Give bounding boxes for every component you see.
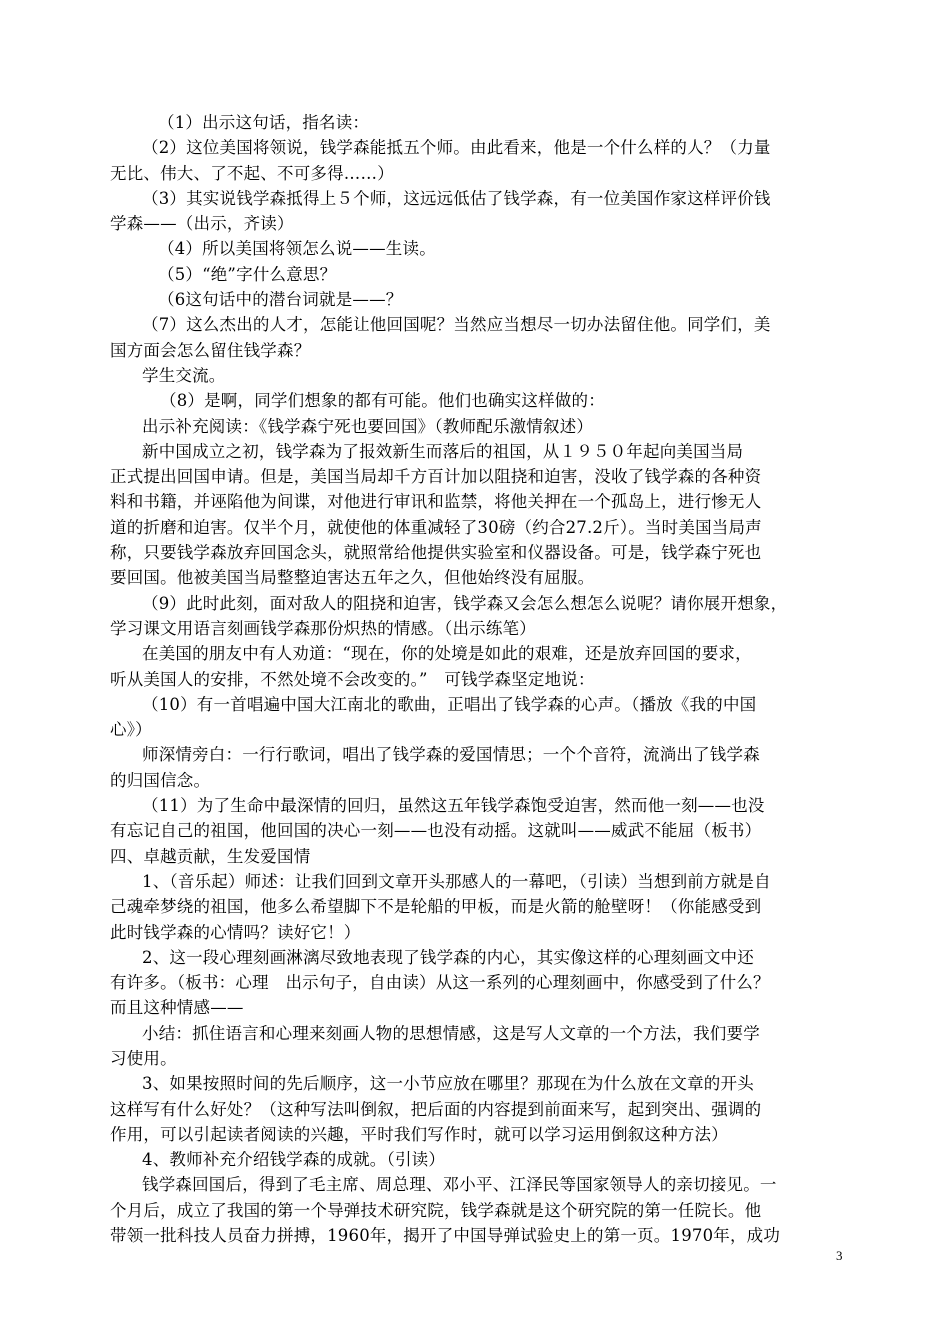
text-line: 这样写有什么好处？（这种写法叫倒叙，把后面的内容提到前面来写，起到突出、强调的 (110, 1099, 762, 1119)
text-line: （2）这位美国将领说，钱学森能抵五个师。由此看来，他是一个什么样的人？（力量 (142, 138, 771, 158)
text-line: （10）有一首唱遍中国大江南北的歌曲，正唱出了钱学森的心声。（播放《我的中国 (142, 694, 757, 714)
page-number: 3 (836, 1248, 843, 1263)
text-line: 而且这种情感—— (110, 998, 244, 1018)
text-line: 个月后，成立了我国的第一个导弹技术研究院，钱学森就是这个研究院的第一任院长。他 (110, 1200, 762, 1220)
text-line: 国方面会怎么留住钱学森？ (110, 340, 311, 360)
section-heading: 四、卓越贡献，生发爱国情 (110, 846, 311, 866)
text-line: 此时钱学森的心情吗？读好它！） (110, 922, 361, 942)
text-line: 有许多。（板书：心理 出示句子，自由读）从这一系列的心理刻画中，你感受到了什么？ (110, 973, 770, 993)
text-line: 带领一批科技人员奋力拼搏，1960年，揭开了中国导弹试验史上的第一页。1970年，成功 (110, 1226, 781, 1246)
text-line: 正式提出回国申请。但是，美国当局却千方百计加以阻挠和迫害，没收了钱学森的各种资 (110, 467, 762, 487)
text-line: 学习课文用语言刻画钱学森那份炽热的情感。（出示练笔） (110, 618, 536, 638)
text-line: 新中国成立之初，钱学森为了报效新生而落后的祖国，从１９５０年起向美国当局 (142, 441, 744, 461)
text-line: 无比、伟大、了不起、不可多得……） (110, 163, 394, 183)
text-line: （5）“绝”字什么意思？ (158, 264, 337, 284)
text-line: （9）此时此刻，面对敌人的阻挠和迫害，钱学森又会怎么想怎么说呢？请你展开想象， (142, 593, 788, 613)
text-line: 有忘记自己的祖国，他回国的决心一刻——也没有动摇。这就叫——威武不能屈（板书） (110, 821, 762, 841)
text-line: 作用，可以引起读者阅读的兴趣，平时我们写作时，就可以学习运用倒叙这种方法） (110, 1124, 728, 1144)
text-line: 钱学森回国后，得到了毛主席、周总理、邓小平、江泽民等国家领导人的亲切接见。一 (142, 1175, 777, 1195)
text-line: 学生交流。 (142, 365, 226, 385)
text-line: 小结：抓住语言和心理来刻画人物的思想情感，这是写人文章的一个方法，我们要学 (142, 1023, 760, 1043)
text-line: 4、教师补充介绍钱学森的成就。（引读） (142, 1150, 446, 1170)
text-line: （4）所以美国将领怎么说——生读。 (158, 239, 436, 259)
text-line: 称，只要钱学森放弃回国念头，就照常给他提供实验室和仪器设备。可是，钱学森宁死也 (110, 543, 762, 563)
text-line: 学森——（出示，齐读） (110, 214, 294, 234)
text-line: （11）为了生命中最深情的回归，虽然这五年钱学森饱受迫害，然而他一刻——也没 (142, 796, 765, 816)
text-line: （7）这么杰出的人才，怎能让他回国呢？当然应当想尽一切办法留住他。同学们，美 (142, 315, 771, 335)
text-line: 料和书籍，并诬陷他为间谍，对他进行审讯和监禁，将他关押在一个孤岛上，进行惨无人 (110, 492, 762, 512)
text-line: 的归国信念。 (110, 770, 211, 790)
text-line: 出示补充阅读：《钱学森宁死也要回国》（教师配乐激情叙述） (142, 416, 594, 436)
text-line: 3、如果按照时间的先后顺序，这一小节应放在哪里？那现在为什么放在文章的开头 (142, 1074, 754, 1094)
text-line: 师深情旁白：一行行歌词，唱出了钱学森的爱国情思；一个个音符，流淌出了钱学森 (142, 745, 760, 765)
text-line: 要回国。他被美国当局整整迫害达五年之久，但他始终没有屈服。 (110, 568, 595, 588)
text-line: （1）出示这句话，指名读： (158, 113, 370, 132)
text-line: 1、（音乐起）师述：让我们回到文章开头那感人的一幕吧，（引读）当想到前方就是自 (142, 871, 771, 891)
text-line: 在美国的朋友中有人劝道：“现在，你的处境是如此的艰难，还是放弃回国的要求， (142, 644, 752, 664)
document-body (110, 110, 846, 1248)
text-line: 听从美国人的安排，不然处境不会改变的。” 可钱学森坚定地说： (110, 669, 595, 689)
text-line: （3）其实说钱学森抵得上５个师，这远远低估了钱学森，有一位美国作家这样评价钱 (142, 188, 771, 208)
text-line: 心》） (110, 720, 152, 740)
text-line: 习使用。 (110, 1048, 177, 1068)
text-line: （8）是啊，同学们想象的都有可能。他们也确实这样做的： (160, 391, 605, 411)
text-line: （6这句话中的潜台词就是——？ (158, 290, 403, 310)
text-line: 道的折磨和迫害。仅半个月，就使他的体重减轻了30磅（约合27.2斤）。当时美国当局声 (110, 517, 762, 537)
text-line: 己魂牵梦绕的祖国，他多么希望脚下不是轮船的甲板，而是火箭的舱壁呀！（你能感受到 (110, 897, 762, 917)
text-line: 2、这一段心理刻画淋漓尽致地表现了钱学森的内心，其实像这样的心理刻画文中还 (142, 947, 754, 967)
